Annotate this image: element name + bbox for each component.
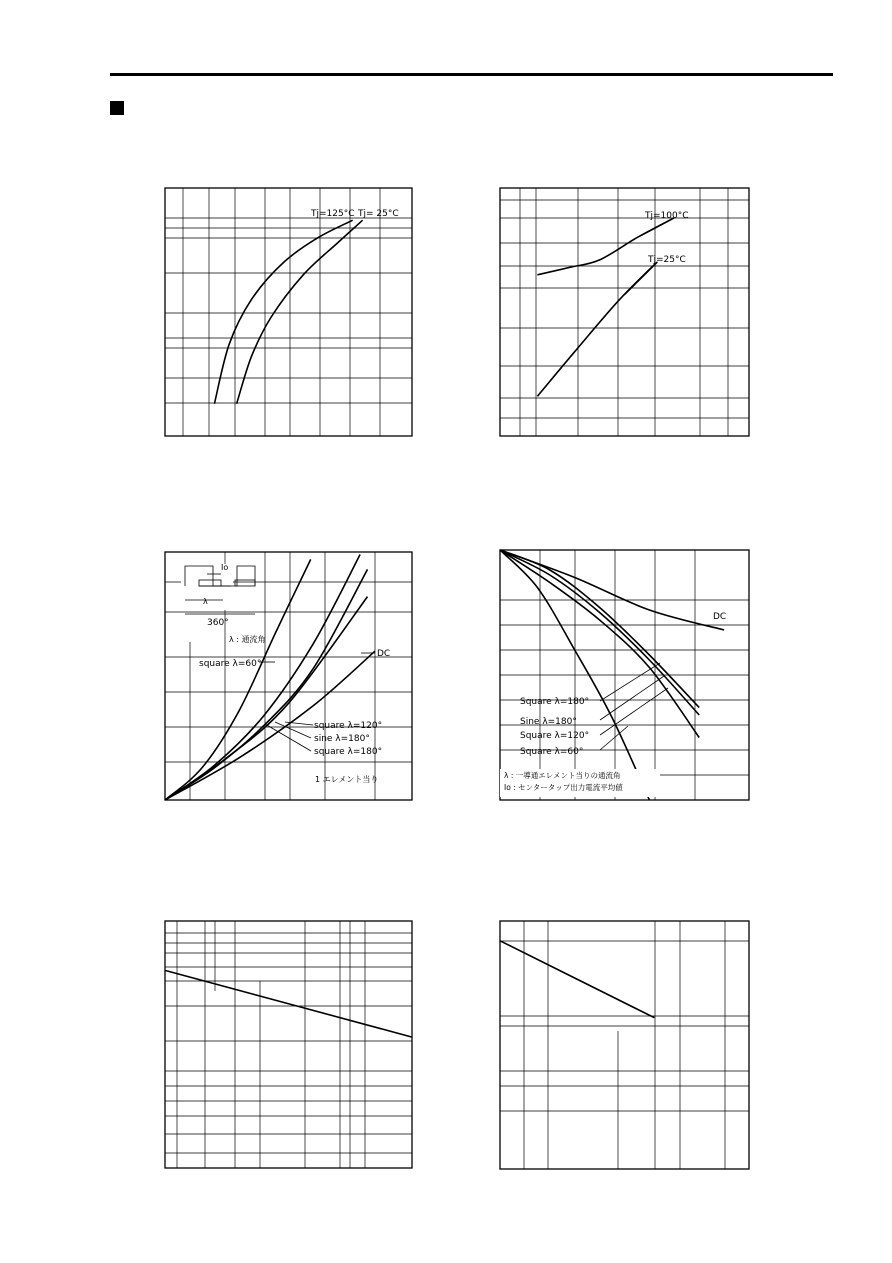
series-label: Sine λ=180° [520, 717, 577, 727]
grid-lines [500, 188, 749, 436]
bottom-right-chart [500, 921, 749, 1169]
series-line [500, 550, 699, 715]
bottom-left-chart [165, 921, 412, 1168]
plot-frame [500, 188, 749, 436]
inset-period-label: 360° [207, 618, 229, 628]
plot-frame [165, 188, 412, 436]
series-label: square λ=180° [314, 747, 383, 757]
plot-frame [500, 921, 749, 1169]
derating-chart [500, 550, 749, 800]
chart-note: λ : 一導通エレメント当りの通流角 [504, 771, 621, 780]
reverse-characteristic-chart [500, 188, 749, 436]
series-line [500, 941, 654, 1018]
series-line [237, 220, 363, 404]
series-line [537, 262, 657, 396]
footnote: 1 エレメント当り [315, 775, 379, 784]
grid-lines [165, 188, 412, 436]
series-label: Tj=125°C [311, 209, 355, 219]
series-line [165, 970, 412, 1037]
black-square-icon [110, 101, 124, 115]
series-label: sine λ=180° [314, 734, 370, 744]
series-label: DC [713, 612, 727, 622]
series-label: square λ=60° [199, 659, 262, 669]
series-label: Tj=25°C [648, 255, 686, 265]
grid-lines [500, 921, 749, 1169]
inset-io-label: Io [221, 563, 229, 572]
plot-frame [165, 921, 412, 1168]
grid-lines [165, 921, 412, 1168]
series-label: Tj=100°C [645, 211, 689, 221]
series-label: Square λ=180° [520, 697, 590, 707]
series-label: DC [377, 649, 391, 659]
chart-note: Io : センタータップ出力電流平均値 [504, 783, 623, 792]
top-rule [110, 73, 833, 76]
inset-legend-note: λ : 通流角 [229, 635, 266, 644]
inset-lambda-label: λ [203, 597, 208, 606]
series-label: Square λ=120° [520, 731, 590, 741]
forward-characteristic-chart [165, 188, 412, 436]
series-label: square λ=120° [314, 721, 383, 731]
series-line [500, 550, 699, 708]
waveform-inset [181, 563, 255, 628]
series-label: Tj= 25°C [358, 209, 399, 219]
series-label: Square λ=60° [520, 747, 584, 757]
power-dissipation-chart [165, 552, 412, 800]
